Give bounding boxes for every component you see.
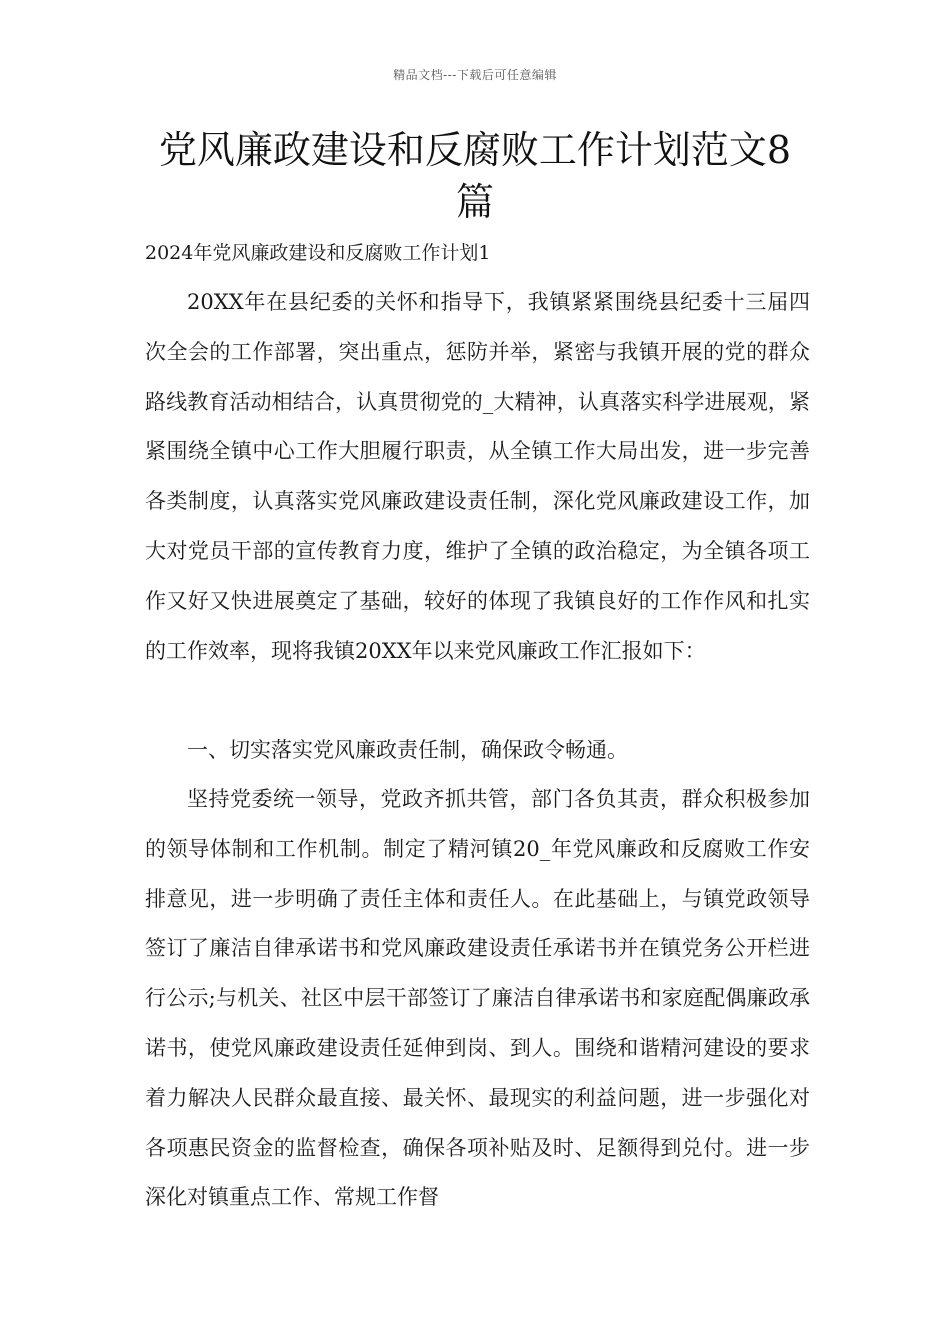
paragraph-subheading: [145, 726, 810, 776]
section-heading: 2024年党风廉政建设和反腐败工作计划1: [145, 242, 491, 264]
header-note: 精品文档---下载后可任意编辑: [393, 68, 557, 82]
paragraph-text: 20XX年在县纪委的关怀和指导下，我镇紧紧围绕县纪委十三届四次全会的工作部署，突出重点，惩防并举，紧密与我镇开展的党的群众路线教育活动相结合，认真贯彻党的_大精神，认真落实科学进展观，紧紧围绕全镇中心工作大胆履行职责，从全镇工作大局出发，进一步完善各类制度，认真落实党风廉政建设责任制，深化党风廉政建设工作，加大对党员干部的宣传教育力度，维护了全镇的政治稳定，为全镇各项工作又好又快进展奠定了基础，较好的体现了我镇良好的工作作风和扎实的工作效率，现将我镇20XX年以来党风廉政工作汇报如下：: [145, 290, 810, 663]
paragraph-intro: [145, 278, 810, 676]
document-title: 党风廉政建设和反腐败工作计划范文8篇: [158, 128, 792, 224]
paragraph-text: 一、切实落实党风廉政责任制，确保政令畅通。: [187, 738, 628, 762]
paragraph-responsibility: [145, 775, 810, 1223]
paragraph-text: 坚持党委统一领导，党政齐抓共管，部门各负其责，群众积极参加的领导体制和工作机制。制定了精河镇20_年党风廉政和反腐败工作安排意见，进一步明确了责任主体和责任人。在此基础上，与镇党政领导签订了廉洁自律承诺书和党风廉政建设责任承诺书并在镇党务公开栏进行公示;与机关、社区中层干部签订了廉洁自律承诺书和家庭配偶廉政承诺书，使党风廉政建设责任延伸到岗、到人。围绕和谐精河建设的要求着力解决人民群众最直接、最关怀、最现实的利益问题，进一步强化对各项惠民资金的监督检查，确保各项补贴及时、足额得到兑付。进一步深化对镇重点工作、常规工作督: [145, 787, 810, 1210]
